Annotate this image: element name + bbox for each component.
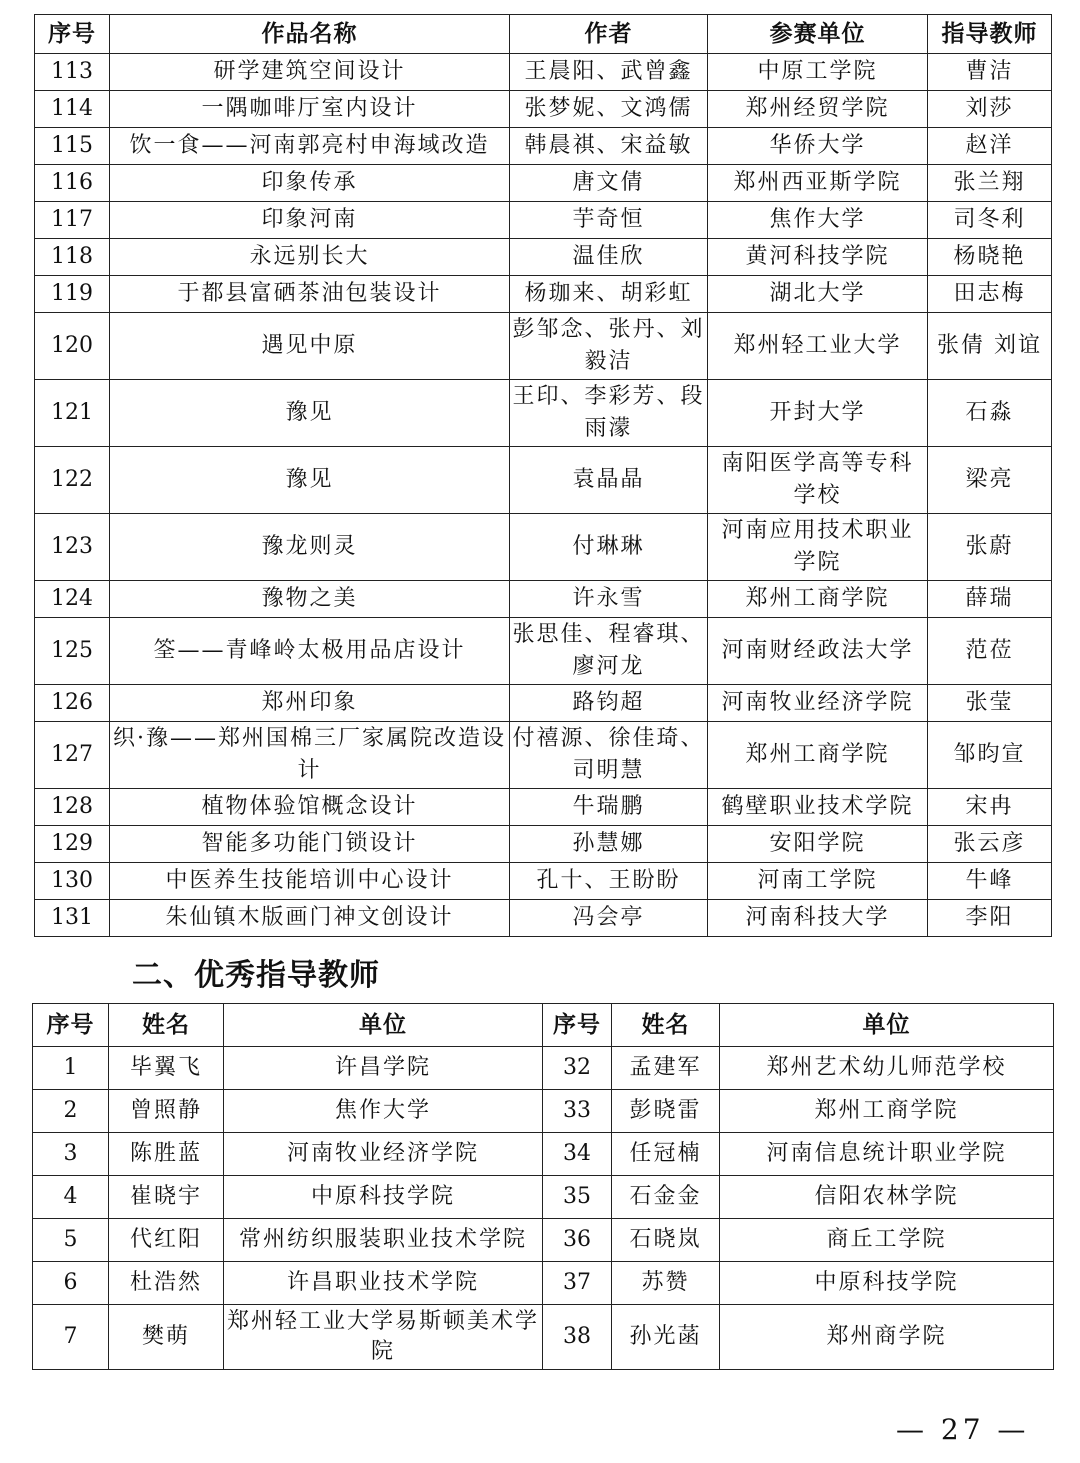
teacher-name-right: 任冠楠 [612,1133,720,1176]
row-no: 125 [35,618,110,685]
teacher-name-left: 曾照静 [109,1090,224,1133]
work-unit: 河南牧业经济学院 [708,685,928,722]
work-teacher: 赵洋 [928,128,1052,165]
work-unit: 华侨大学 [708,128,928,165]
table-row [35,202,1052,239]
work-teacher: 张倩 刘谊 [928,313,1052,380]
work-author: 牛瑞鹏 [510,789,708,826]
work-unit: 郑州工商学院 [708,722,928,789]
row-no: 114 [35,91,110,128]
table-row [35,165,1052,202]
header-unit-right: 单位 [720,1004,1054,1047]
table-row [33,1176,1054,1219]
teacher-name-left: 代红阳 [109,1219,224,1262]
work-unit: 郑州西亚斯学院 [708,165,928,202]
table-row [35,128,1052,165]
work-teacher: 曹洁 [928,54,1052,91]
row-no: 118 [35,239,110,276]
table-row [35,685,1052,722]
work-author: 韩晨祺、宋益敏 [510,128,708,165]
teacher-no-left: 3 [33,1133,109,1176]
teacher-name-right: 苏赞 [612,1262,720,1305]
works-table [34,14,1052,937]
work-author: 孙慧娜 [510,826,708,863]
work-author: 王印、李彩芳、段雨濛 [510,380,708,447]
row-no: 124 [35,581,110,618]
header-name-left: 姓名 [109,1004,224,1047]
work-title: 豫见 [110,447,510,514]
header-author: 作者 [510,15,708,54]
works-table-header [35,15,1052,54]
work-unit: 湖北大学 [708,276,928,313]
work-author: 王晨阳、武曾鑫 [510,54,708,91]
table-row [33,1090,1054,1133]
work-author: 彭邹念、张丹、刘毅洁 [510,313,708,380]
teacher-no-left: 5 [33,1219,109,1262]
work-title: 饮一食——河南郭亮村申海域改造 [110,128,510,165]
teachers-table [32,1003,1054,1370]
teacher-unit-left: 许昌学院 [224,1047,543,1090]
row-no: 115 [35,128,110,165]
teacher-name-right: 彭晓雷 [612,1090,720,1133]
row-no: 130 [35,863,110,900]
teacher-no-left: 6 [33,1262,109,1305]
teacher-no-right: 38 [543,1305,612,1370]
table-row [33,1219,1054,1262]
row-no: 117 [35,202,110,239]
work-unit: 中原工学院 [708,54,928,91]
work-title: 豫见 [110,380,510,447]
work-teacher: 张蔚 [928,514,1052,581]
work-teacher: 梁亮 [928,447,1052,514]
teachers-table-header [33,1004,1054,1047]
work-title: 筌——青峰岭太极用品店设计 [110,618,510,685]
work-teacher: 石淼 [928,380,1052,447]
work-author: 路钧超 [510,685,708,722]
work-title: 豫龙则灵 [110,514,510,581]
table-row [35,313,1052,380]
row-no: 128 [35,789,110,826]
work-title: 织·豫——郑州国棉三厂家属院改造设计 [110,722,510,789]
work-unit: 安阳学院 [708,826,928,863]
table-row [35,900,1052,937]
header-name-right: 姓名 [612,1004,720,1047]
work-teacher: 薛瑞 [928,581,1052,618]
teacher-unit-right: 中原科技学院 [720,1262,1054,1305]
header-no: 序号 [35,15,110,54]
table-row [35,863,1052,900]
work-teacher: 邹昀宣 [928,722,1052,789]
work-unit: 河南工学院 [708,863,928,900]
work-teacher: 田志梅 [928,276,1052,313]
table-row [35,54,1052,91]
teacher-no-left: 4 [33,1176,109,1219]
teacher-name-right: 石晓岚 [612,1219,720,1262]
teacher-no-right: 35 [543,1176,612,1219]
work-teacher: 张云彦 [928,826,1052,863]
work-title: 于都县富硒茶油包装设计 [110,276,510,313]
teacher-no-left: 2 [33,1090,109,1133]
work-author: 杨珈来、胡彩虹 [510,276,708,313]
row-no: 119 [35,276,110,313]
teacher-unit-left: 中原科技学院 [224,1176,543,1219]
row-no: 126 [35,685,110,722]
table-row [33,1047,1054,1090]
table-row [33,1305,1054,1370]
work-title: 郑州印象 [110,685,510,722]
work-author: 唐文倩 [510,165,708,202]
header-no-left: 序号 [33,1004,109,1047]
work-title: 中医养生技能培训中心设计 [110,863,510,900]
work-author: 孔十、王盼盼 [510,863,708,900]
work-teacher: 张莹 [928,685,1052,722]
table-row [35,826,1052,863]
table-row [35,514,1052,581]
work-title: 印象河南 [110,202,510,239]
teacher-no-left: 7 [33,1305,109,1370]
teacher-unit-left: 许昌职业技术学院 [224,1262,543,1305]
work-author: 温佳欣 [510,239,708,276]
work-teacher: 范莅 [928,618,1052,685]
work-unit: 鹤壁职业技术学院 [708,789,928,826]
teacher-unit-right: 郑州艺术幼儿师范学校 [720,1047,1054,1090]
teacher-name-left: 樊萌 [109,1305,224,1370]
work-teacher: 司冬利 [928,202,1052,239]
row-no: 129 [35,826,110,863]
table-row [35,722,1052,789]
work-title: 植物体验馆概念设计 [110,789,510,826]
work-title: 研学建筑空间设计 [110,54,510,91]
work-unit: 南阳医学高等专科学校 [708,447,928,514]
work-teacher: 宋冉 [928,789,1052,826]
work-author: 许永雪 [510,581,708,618]
teacher-unit-right: 河南信息统计职业学院 [720,1133,1054,1176]
table-row [35,276,1052,313]
work-teacher: 李阳 [928,900,1052,937]
work-unit: 河南财经政法大学 [708,618,928,685]
header-no-right: 序号 [543,1004,612,1047]
work-title: 智能多功能门锁设计 [110,826,510,863]
table-row [35,380,1052,447]
row-no: 121 [35,380,110,447]
work-author: 张梦妮、文鸿儒 [510,91,708,128]
teacher-name-right: 孟建军 [612,1047,720,1090]
work-unit: 河南应用技术职业学院 [708,514,928,581]
teacher-unit-left: 河南牧业经济学院 [224,1133,543,1176]
table-row [35,581,1052,618]
header-unit: 参赛单位 [708,15,928,54]
teacher-name-left: 杜浩然 [109,1262,224,1305]
teacher-no-right: 33 [543,1090,612,1133]
table-row [35,618,1052,685]
teacher-unit-left: 常州纺织服装职业技术学院 [224,1219,543,1262]
table-row [33,1262,1054,1305]
work-author: 付禧源、徐佳琦、司明慧 [510,722,708,789]
work-unit: 郑州经贸学院 [708,91,928,128]
teacher-name-left: 陈胜蓝 [109,1133,224,1176]
table-row [35,789,1052,826]
header-title: 作品名称 [110,15,510,54]
teacher-unit-right: 郑州工商学院 [720,1090,1054,1133]
teacher-no-right: 37 [543,1262,612,1305]
row-no: 122 [35,447,110,514]
work-unit: 郑州工商学院 [708,581,928,618]
teacher-no-left: 1 [33,1047,109,1090]
work-unit: 黄河科技学院 [708,239,928,276]
teacher-name-right: 孙光菡 [612,1305,720,1370]
page-number: — 27 — [896,1413,1030,1446]
work-author: 芋奇恒 [510,202,708,239]
teachers-table-body [33,1047,1054,1370]
work-title: 永远别长大 [110,239,510,276]
work-title: 豫物之美 [110,581,510,618]
teacher-no-right: 36 [543,1219,612,1262]
row-no: 123 [35,514,110,581]
teacher-unit-left: 郑州轻工业大学易斯顿美术学院 [224,1305,543,1370]
work-unit: 郑州轻工业大学 [708,313,928,380]
table-row [35,91,1052,128]
works-table-body [35,54,1052,937]
section-title: 二、优秀指导教师 [132,958,380,993]
work-title: 遇见中原 [110,313,510,380]
table-row [35,239,1052,276]
work-unit: 焦作大学 [708,202,928,239]
header-teacher: 指导教师 [928,15,1052,54]
work-teacher: 杨晓艳 [928,239,1052,276]
row-no: 120 [35,313,110,380]
table-row [33,1133,1054,1176]
row-no: 113 [35,54,110,91]
row-no: 116 [35,165,110,202]
work-author: 张思佳、程睿琪、廖河龙 [510,618,708,685]
teacher-no-right: 32 [543,1047,612,1090]
teacher-unit-right: 信阳农林学院 [720,1176,1054,1219]
work-author: 冯会亭 [510,900,708,937]
work-author: 袁晶晶 [510,447,708,514]
work-teacher: 张兰翔 [928,165,1052,202]
header-unit-left: 单位 [224,1004,543,1047]
teacher-unit-right: 郑州商学院 [720,1305,1054,1370]
teacher-unit-left: 焦作大学 [224,1090,543,1133]
work-title: 一隅咖啡厅室内设计 [110,91,510,128]
teacher-name-left: 崔晓宇 [109,1176,224,1219]
teacher-name-left: 毕翼飞 [109,1047,224,1090]
teacher-no-right: 34 [543,1133,612,1176]
work-teacher: 刘莎 [928,91,1052,128]
row-no: 127 [35,722,110,789]
work-author: 付琳琳 [510,514,708,581]
teacher-name-right: 石金金 [612,1176,720,1219]
row-no: 131 [35,900,110,937]
table-row [35,447,1052,514]
work-unit: 河南科技大学 [708,900,928,937]
work-title: 朱仙镇木版画门神文创设计 [110,900,510,937]
teacher-unit-right: 商丘工学院 [720,1219,1054,1262]
work-title: 印象传承 [110,165,510,202]
work-unit: 开封大学 [708,380,928,447]
work-teacher: 牛峰 [928,863,1052,900]
